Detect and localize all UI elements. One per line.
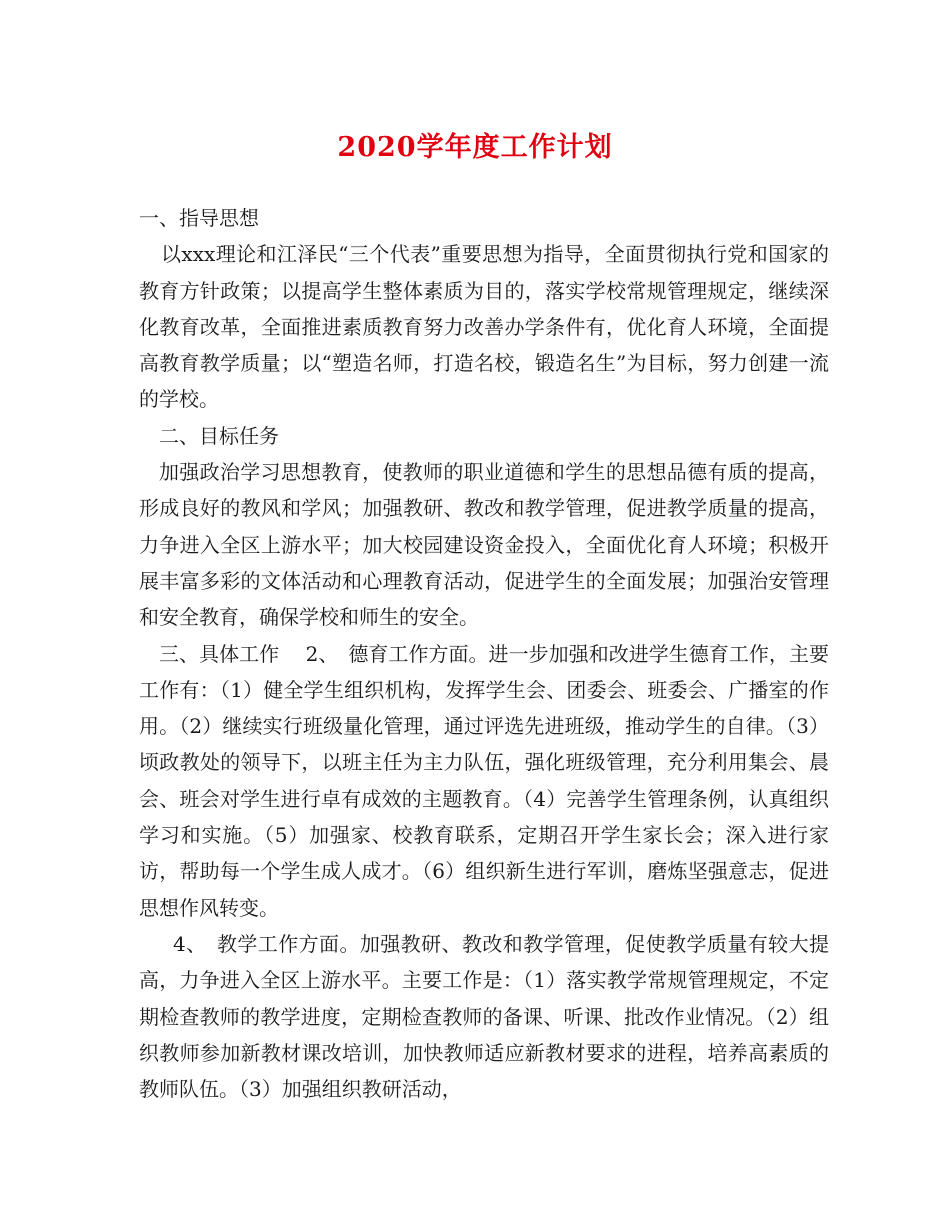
paragraph-goals: 加强政治学习思想教育，使教师的职业道德和学生的思想品德有质的提高，形成良好的教风和学风；加强教研、教改和教学管理，促进教学质量的提高，力争进入全区上游水平；加大校园建设资金投入，全面优化育人环境；积极开展丰富多彩的文体活动和心理教育活动，促进学生的全面发展；加强治安管理和安全教育，确保学校和师生的安全。 — [139, 460, 829, 630]
section-heading-goals: 二、目标任务 — [159, 423, 279, 448]
paragraph-moral-education: 三、具体工作 2、 德育工作方面。进一步加强和改进学生德育工作，主要工作有：（1）健全学生组织机构，发挥学生会、团委会、班委会、广播室的作用。（2）继续实行班级量化管理，通过评选先进班级，推动学生的自律。（3）顷政教处的领导下，以班主任为主力队伍，强化班级管理，充分利用集会、晨会、班会对学生进行卓有成效的主题教育。（4）完善学生管理条例，认真组织学习和实施。（5）加强家、校教育联系，定期召开学生家长会；深入进行家访，帮助每一个学生成人成才。（6）组织新生进行军训，磨炼坚强意志，促进思想作风转变。 — [139, 641, 829, 920]
paragraph-guiding-ideology: 以xxx理论和江泽民“三个代表”重要思想为指导，全面贯彻执行党和国家的教育方针政策；以提高学生整体素质为目的，落实学校常规管理规定，继续深化教育改革，全面推进素质教育努力改善办学条件有，优化育人环境，全面提高教育教学质量；以“塑造名师，打造名校，锻造名生”为目标，努力创建一流的学校。 — [139, 242, 829, 412]
document-title: 2020学年度工作计划 — [337, 132, 613, 163]
paragraph-teaching-work: 4、 教学工作方面。加强教研、教改和教学管理，促使教学质量有较大提高，力争进入全区上游水平。主要工作是：（1）落实教学常规管理规定，不定期检查教师的教学进度，定期检查教师的备课、听课、批改作业情况。（2）组织教师参加新教材课改培训，加快教师适应新教材要求的进程，培养高素质的教师队伍。（3）加强组织教研活动， — [139, 931, 829, 1102]
document-body — [139, 200, 829, 1107]
section-heading-guiding-ideology: 一、指导思想 — [139, 206, 259, 230]
